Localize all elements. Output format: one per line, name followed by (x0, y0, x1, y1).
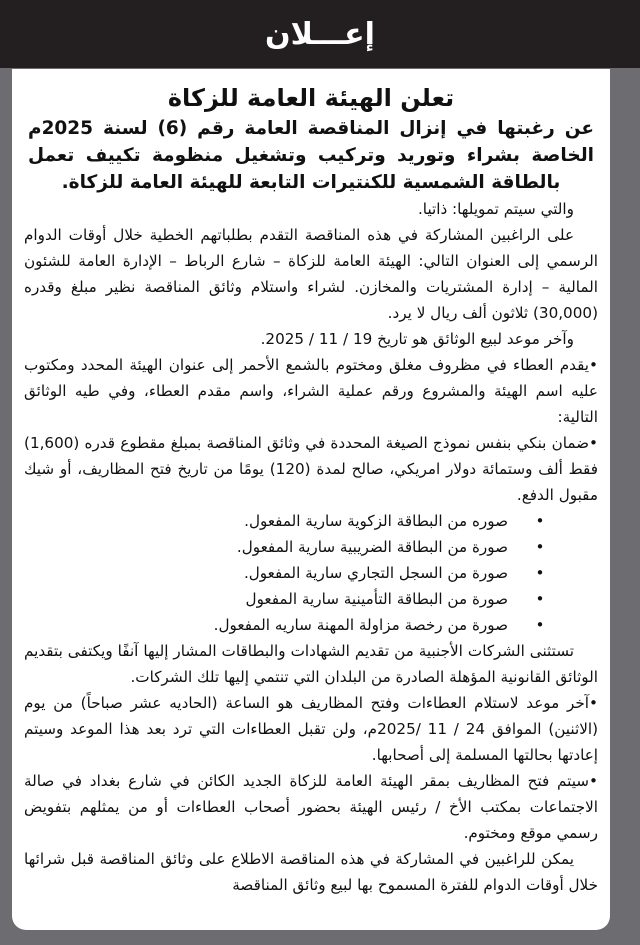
participation-text: على الراغبين المشاركة في هذه المناقصة التقدم بطلباتهم الخطية خلال أوقات الدوام الرسمي إلى العنوان التالي: الهيئة العامة للزكاة – شارع الرباط – الإدارة العامة للشئون المالية – إدارة المشتريات والمخازن. لشراء واستلام وثائق المناقصة نظير مبلغ وقدره (30,000) ثلاثون ألف ريال لا يرد. (24, 226, 598, 322)
sale-deadline-text: وآخر موعد لبيع الوثائق هو تاريخ 19 / 11 / 2025. (260, 330, 574, 348)
bullet-icon: • (535, 616, 545, 634)
bid-deadline-item (24, 690, 598, 768)
notice-panel (12, 69, 610, 930)
notice-subtitle: عن رغبتها في إنزال المناقصة العامة رقم (6) لسنة 2025م الخاصة بشراء وتوريد وتركيب وتشغيل منظومة تكييف تعمل بالطاقة الشمسية للكنتيرات التابعة للهيئة العامة للزكاة. (28, 118, 594, 193)
announcement-heading: إعـــلان (265, 16, 375, 52)
bullet-icon: • (589, 772, 598, 790)
foreign-companies-text: تستثنى الشركات الأجنبية من تقديم الشهادات والبطاقات المشار إليها آنفًا ويكتفى بتقديم الوثائق القانونية المؤهلة الصادرة من البلدان التي تنتمي إليها تلك الشركات. (24, 642, 598, 686)
bullet-icon: • (535, 538, 545, 556)
bullet-icon: • (535, 564, 545, 582)
submission-item (24, 352, 598, 430)
funding-text: والتي سيتم تمويلها: ذاتيا. (417, 200, 574, 218)
document-text: صورة من رخصة مزاولة المهنة ساريه المفعول. (213, 616, 508, 634)
bullet-icon: • (589, 434, 598, 452)
document-text: صورة من البطاقة الضريبية سارية المفعول. (236, 538, 508, 556)
bullet-icon: • (535, 590, 545, 608)
submission-text: يقدم العطاء في مظروف مغلق ومختوم بالشمع الأحمر إلى عنوان الهيئة المحدد ومكتوب عليه اسم الهيئة والمشروع ورقم عملية الشراء، واسم مقدم العطاء، وفي طيه الوثائق التالية: (24, 356, 598, 426)
document-item (24, 560, 598, 586)
document-text: صورة من البطاقة التأمينية سارية المفعول (245, 590, 508, 608)
document-item (24, 534, 598, 560)
opening-item (24, 768, 598, 846)
bullet-icon: • (589, 694, 598, 712)
required-documents-list (24, 508, 598, 638)
document-text: صوره من البطاقة الزكوية سارية المفعول. (244, 512, 508, 530)
document-text: صورة من السجل التجاري سارية المفعول. (243, 564, 508, 582)
notice-title: تعلن الهيئة العامة للزكاة (167, 84, 455, 112)
review-text: يمكن للراغبين في المشاركة في هذه المناقصة الاطلاع على وثائق المناقصة قبل شرائها خلال أوقات الدوام للفترة المسموح بها لبيع وثائق المناقصة (24, 850, 598, 894)
bullet-icon: • (589, 356, 598, 374)
header-bar (0, 0, 640, 68)
document-item (24, 612, 598, 638)
guarantee-item (24, 430, 598, 508)
bullet-icon: • (535, 512, 545, 530)
bid-deadline-text: آخر موعد لاستلام العطاءات وفتح المظاريف هو الساعة (الحاديه عشر صباحاً) من يوم (الاثنين) الموافق 24 / 11 /2025م، ولن تقبل العطاءات التي ترد بعد هذا الموعد وسيتم إعادتها بحالتها المسلمة إلى أصحابها. (24, 694, 599, 764)
guarantee-text: ضمان بنكي بنفس نموذج الصيغة المحددة في وثائق المناقصة بمبلغ مقطوع قدره (1,600) فقط ألف وستمائة دولار امريكي، صالح لمدة (120) يومًا من تاريخ فتح المظاريف، أو شيك مقبول الدفع. (24, 434, 598, 504)
opening-text: سيتم فتح المظاريف بمقر الهيئة العامة للزكاة الجديد الكائن في شارع بغداد في صالة الاجتماعات بمكتب الأخ / رئيس الهيئة بحضور أصحاب العطاءات أو من يمثلهم بتفويض رسمي موقع ومختوم. (24, 772, 598, 842)
document-item (24, 586, 598, 612)
document-item (24, 508, 598, 534)
